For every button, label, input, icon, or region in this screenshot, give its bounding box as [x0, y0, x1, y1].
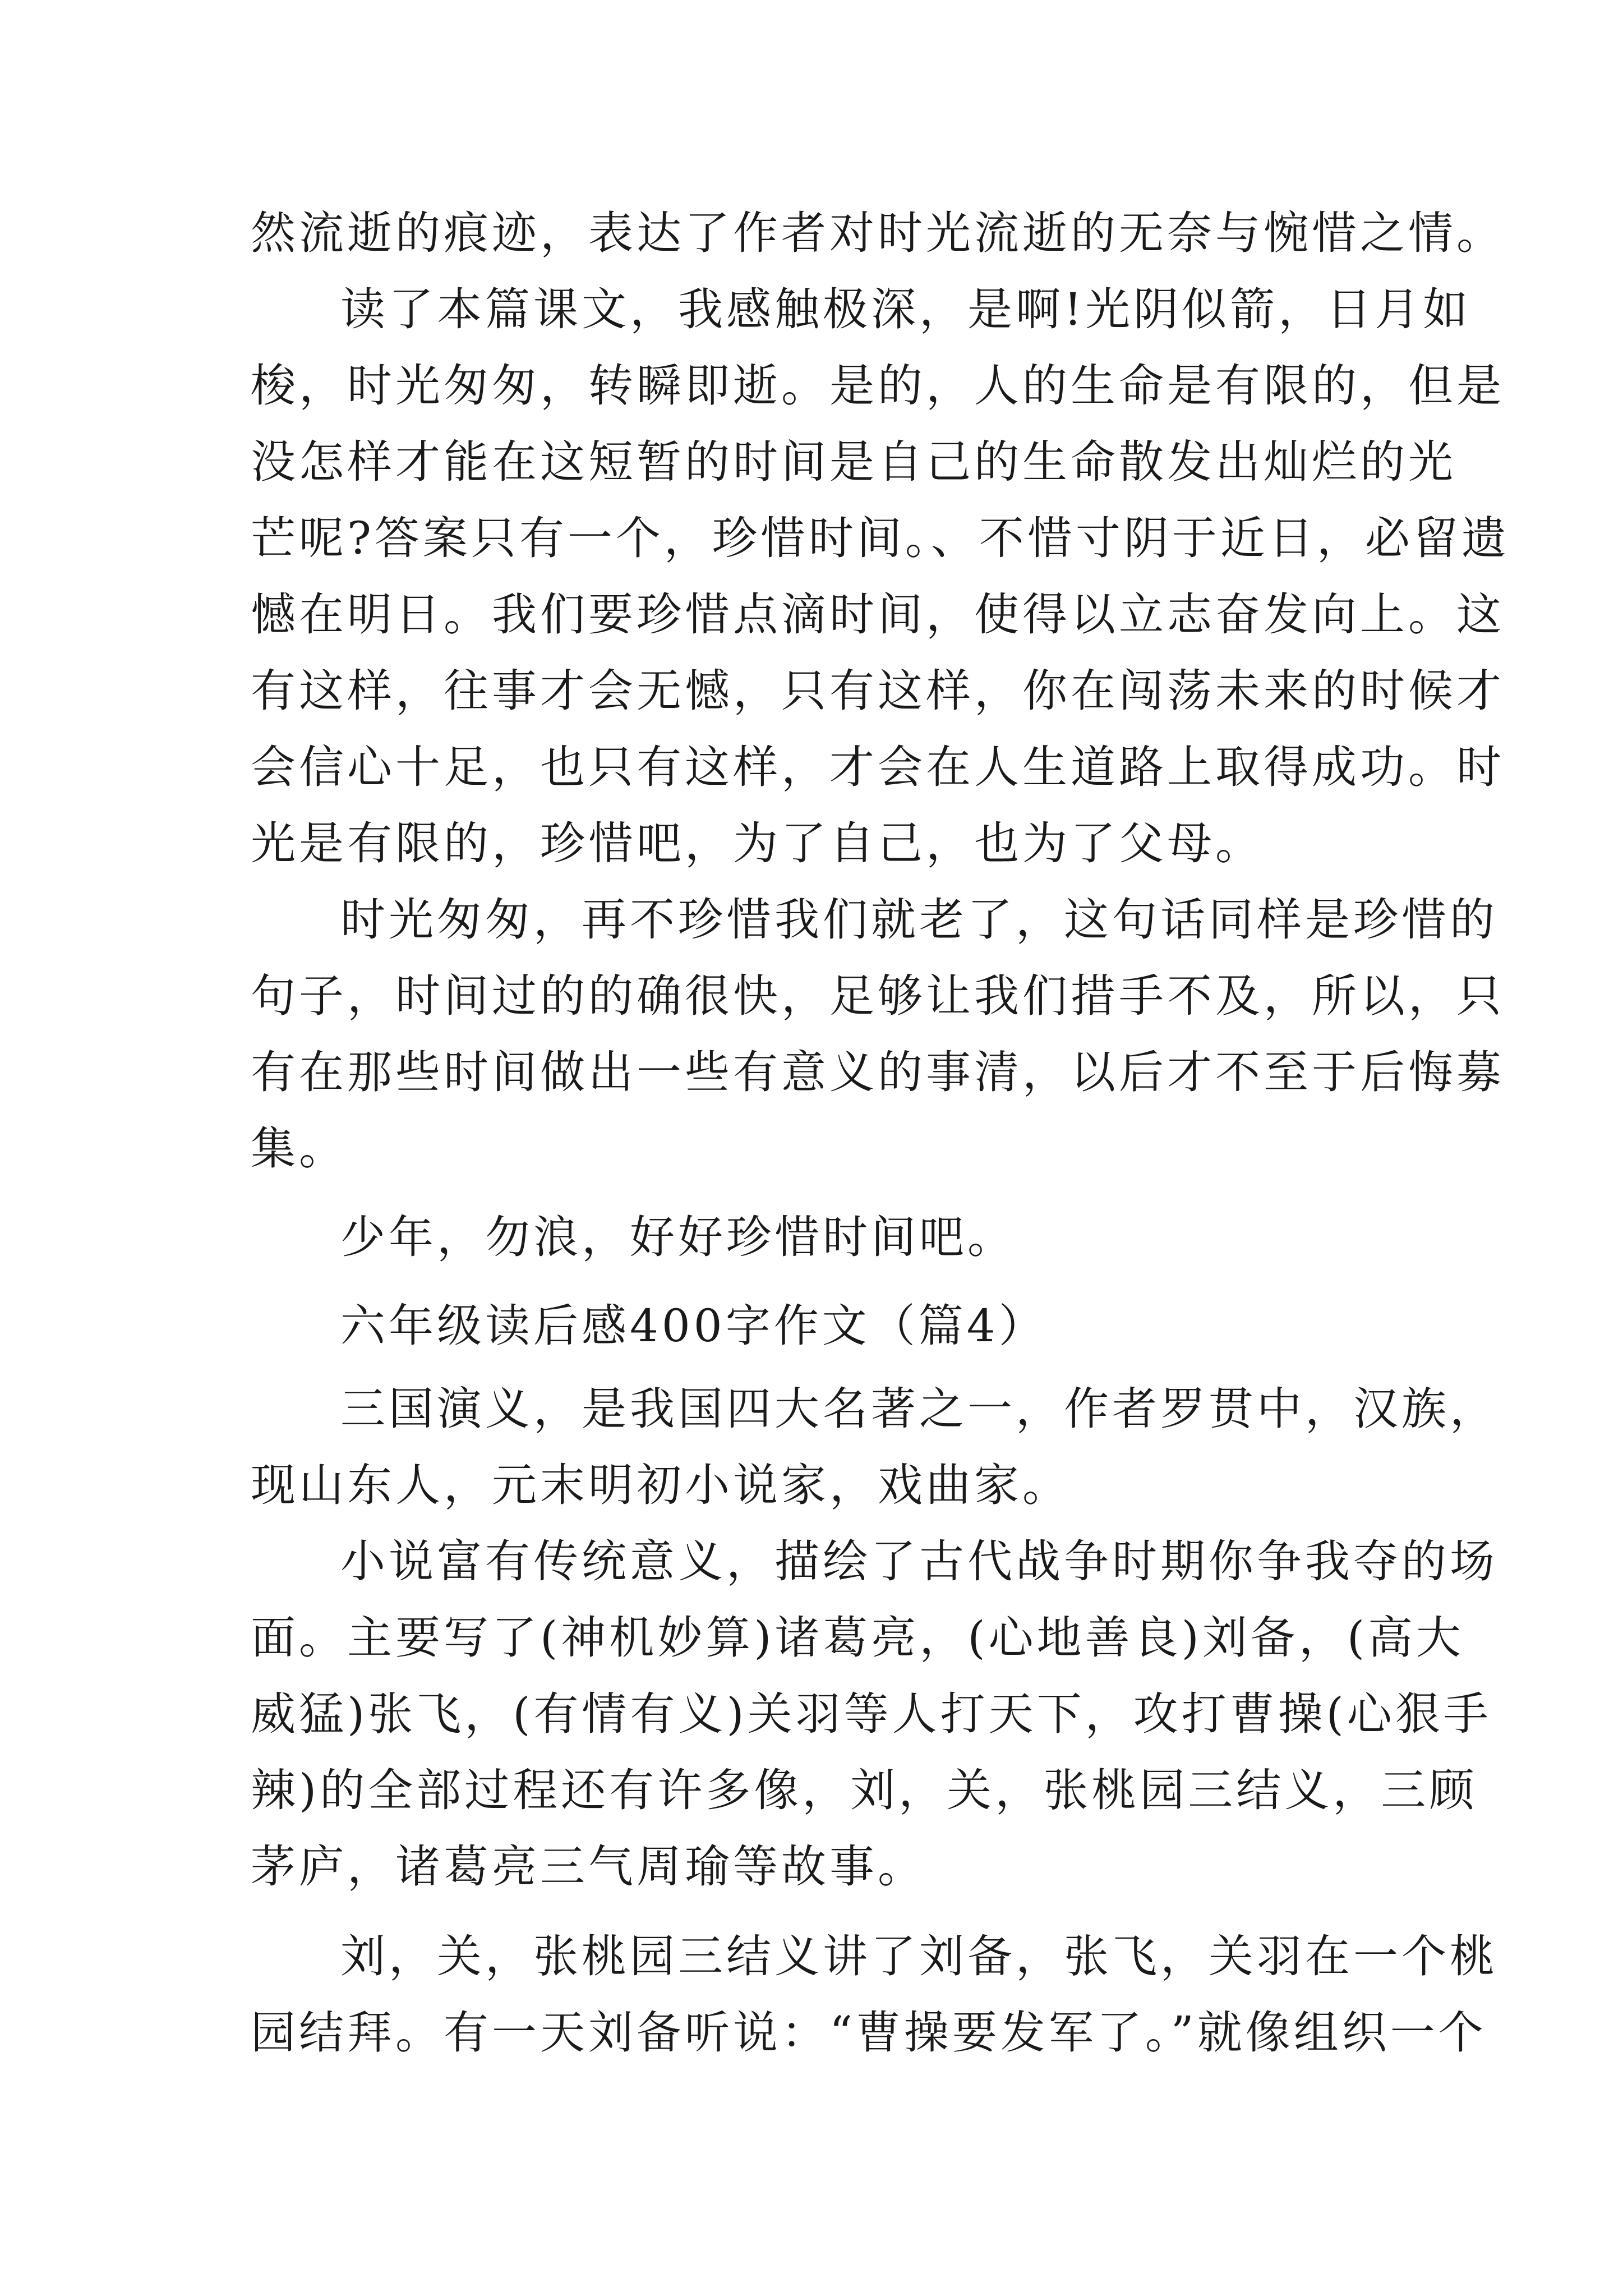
paragraph-line: 刘，关，张桃园三结义讲了刘备，张飞，关羽在一个桃 — [340, 1930, 1498, 1982]
paragraph-line: 会信心十足，也只有这样，才会在人生道路上取得成功。时 — [251, 741, 1505, 793]
paragraph-line: 三国演义，是我国四大名著之一，作者罗贯中，汉族， — [340, 1383, 1498, 1435]
paragraph-line: 辣)的全部过程还有许多像，刘，关，张桃园三结义，三顾 — [251, 1764, 1478, 1816]
paragraph-line: 面。主要写了(神机妙算)诸葛亮，(心地善良)刘备，(高大 — [251, 1612, 1465, 1664]
paragraph-line: 光是有限的，珍惜吧，为了自己，也为了父母。 — [251, 817, 1264, 869]
paragraph-line: 六年级读后感400字作文（篇4） — [340, 1300, 1047, 1352]
paragraph-line: 芒呢?答案只有一个，珍惜时间。、不惜寸阴于近日，必留遗 — [251, 512, 1510, 564]
paragraph-line: 集。 — [251, 1122, 347, 1175]
paragraph-line: 然流逝的痕迹，表达了作者对时光流逝的无奈与惋惜之情。 — [251, 207, 1505, 259]
paragraph-line: 憾在明日。我们要珍惜点滴时间，使得以立志奋发向上。这 — [251, 588, 1505, 641]
paragraph-line: 园结拜。有一天刘备听说：“曹操要发军了。”就像组织一个 — [251, 2007, 1487, 2059]
paragraph-line: 茅庐，诸葛亮三气周瑜等故事。 — [251, 1841, 926, 1893]
paragraph-line: 句子，时间过的的确很快，足够让我们措手不及，所以，只 — [251, 970, 1505, 1022]
paragraph-line: 梭，时光匆匆，转瞬即逝。是的，人的生命是有限的，但是 — [251, 360, 1505, 412]
paragraph-line: 有这样，往事才会无憾，只有这样，你在闯荡未来的时候才 — [251, 665, 1505, 717]
paragraph-line: 少年，勿浪，好好珍惜时间吧。 — [340, 1211, 1016, 1263]
paragraph-line: 没怎样才能在这短暂的时间是自己的生命散发出灿烂的光 — [251, 436, 1456, 488]
paragraph-line: 现山东人，元末明初小说家，戏曲家。 — [251, 1459, 1071, 1511]
paragraph-line: 威猛)张飞，(有情有义)关羽等人打天下，攻打曹操(心狠手 — [251, 1688, 1492, 1740]
paragraph-line: 有在那些时间做出一些有意义的事清，以后才不至于后悔募 — [251, 1046, 1505, 1098]
document-body — [251, 195, 1510, 2071]
paragraph-line: 小说富有传统意义，描绘了古代战争时期你争我夺的场 — [340, 1535, 1498, 1588]
paragraph-line: 时光匆匆，再不珍惜我们就老了，这句话同样是珍惜的 — [340, 894, 1498, 946]
paragraph-line: 读了本篇课文，我感触极深，是啊!光阴似箭，日月如 — [340, 283, 1472, 335]
